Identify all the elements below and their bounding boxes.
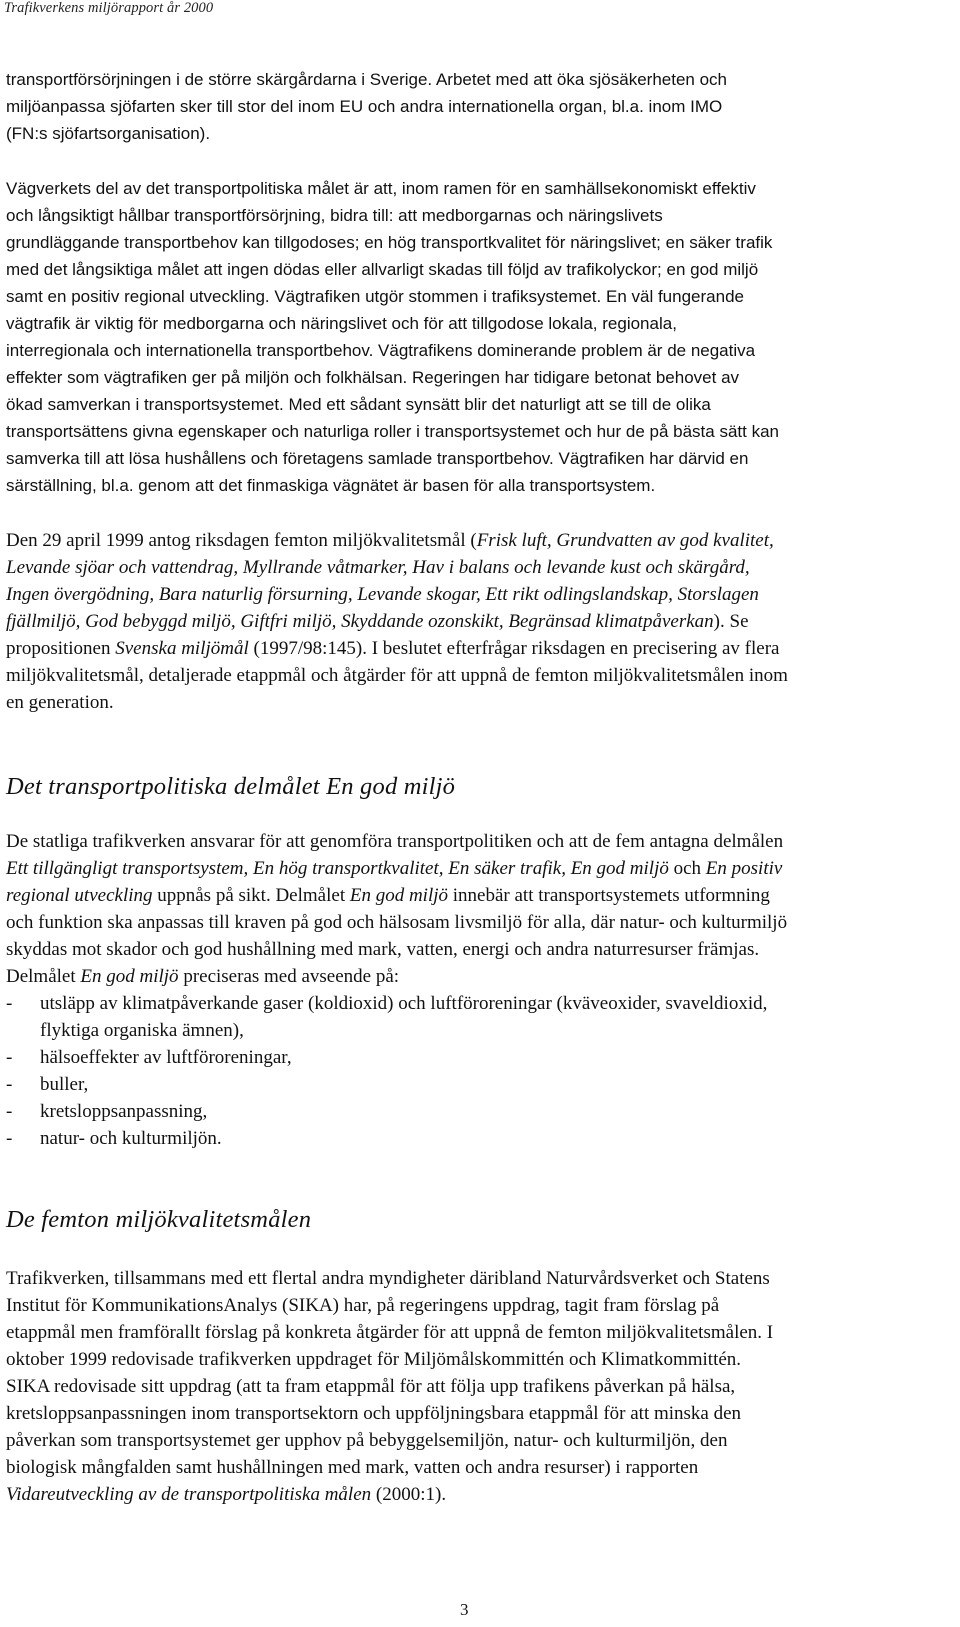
- text-line: Delmålet En god miljö preciseras med avseende på:: [6, 966, 400, 987]
- list-item: - hälsoeffekter av luftföroreningar,: [6, 1047, 292, 1068]
- text-line: oktober 1999 redovisade trafikverken uppdraget för Miljömålskommittén och Klimatkommittén.: [6, 1349, 742, 1370]
- paragraph-trafikverken: [6, 1265, 946, 1508]
- text-line: Den 29 april 1999 antog riksdagen femton miljökvalitetsmål (Frisk luft, Grundvatten av god kvalitet,: [6, 530, 774, 551]
- text-line: De statliga trafikverken ansvarar för att genomföra transportpolitiken och att de fem antagna delmålen: [6, 831, 784, 852]
- text-line: Institut för KommunikationsAnalys (SIKA) har, på regeringens uppdrag, tagit fram förslag på: [6, 1295, 720, 1316]
- section-heading: Det transportpolitiska delmålet En god miljö: [6, 773, 456, 800]
- list-item: - kretsloppsanpassning,: [6, 1101, 208, 1122]
- text-line: Levande sjöar och vattendrag, Myllrande våtmarker, Hav i balans och levande kust och skärgård,: [6, 557, 750, 578]
- text-line: påverkan som transportsystemet ger upphov på bebyggelsemiljön, natur- och kulturmiljön, den: [6, 1430, 728, 1451]
- text-line: etappmål men framförallt förslag på konkreta åtgärder för att uppnå de femton miljökvalitetsmålen. I: [6, 1322, 774, 1343]
- text-line: transportförsörjningen i de större skärgårdarna i Sverige. Arbetet med att öka sjösäkerheten och: [6, 70, 727, 89]
- text-line: och långsiktigt hållbar transportförsörjning, bidra till: att medborgarnas och näringslivets: [6, 206, 663, 225]
- text-line: en generation.: [6, 692, 114, 713]
- text-line: regional utveckling uppnås på sikt. Delmålet En god miljö innebär att transportsystemets utformning: [6, 885, 770, 906]
- list-item: - buller,: [6, 1074, 89, 1095]
- text-line: kretsloppsanpassningen inom transportsektorn och uppföljningsbara etappmål för att minska den: [6, 1403, 742, 1424]
- list-item: - natur- och kulturmiljön.: [6, 1128, 222, 1149]
- text-line: fjällmiljö, God bebyggd miljö, Giftfri miljö, Skyddande ozonskikt, Begränsad klimatpåverkan). Se: [6, 611, 749, 632]
- text-line: och funktion ska anpassas till kraven på god och hälsosam livsmiljö för alla, där natur- och kulturmiljö: [6, 912, 788, 933]
- text-line: Vägverkets del av det transportpolitiska målet är att, inom ramen för en samhällsekonomiskt effektiv: [6, 179, 756, 198]
- text-line: särställning, bl.a. genom att det finmaskiga vägnätet är basen för alla transportsystem.: [6, 476, 656, 495]
- text-line: miljöanpassa sjöfarten sker till stor del inom EU och andra internationella organ, bl.a. inom IMO: [6, 97, 723, 116]
- text-line: interregionala och internationella transportbehov. Vägtrafikens dominerande problem är de negativa: [6, 341, 756, 360]
- text-line: Ett tillgängligt transportsystem, En hög transportkvalitet, En säker trafik, En god miljö och En positiv: [6, 858, 783, 879]
- text-line: biologisk mångfalden samt hushållningen med mark, vatten och andra resurser) i rapporten: [6, 1457, 699, 1478]
- text-line: vägtrafik är viktig för medborgarna och näringslivet och för att tillgodose lokala, regionala,: [6, 314, 677, 333]
- text-line: effekter som vägtrafiken ger på miljön och folkhälsan. Regeringen har tidigare betonat behovet av: [6, 368, 740, 387]
- text-line: skyddas mot skador och god hushållning med mark, vatten, energi och andra naturresurser främjas.: [6, 939, 760, 960]
- section-heading: De femton miljökvalitetsmålen: [6, 1206, 312, 1233]
- paragraph-miljokvalitetsmal: [6, 527, 946, 716]
- list-item: - utsläpp av klimatpåverkande gaser (koldioxid) och luftföroreningar (kväveoxider, svaveldioxid, flyktiga organiska ämnen),: [6, 993, 768, 1041]
- text-line: SIKA redovisade sitt uppdrag (att ta fram etappmål för att följa upp trafikens påverkan på hälsa,: [6, 1376, 736, 1397]
- paragraph-delmal: [6, 828, 946, 990]
- text-line: Trafikverken, tillsammans med ett flertal andra myndigheter däribland Naturvårdsverket och Statens: [6, 1268, 770, 1289]
- text-line: miljökvalitetsmål, detaljerade etappmål och åtgärder för att uppnå de femton miljökvalitetsmålen inom: [6, 665, 788, 686]
- text-line: samverka till att lösa hushållens och företagens samlade transportbehov. Vägtrafiken har därvid en: [6, 449, 749, 468]
- text-line: ökad samverkan i transportsystemet. Med ett sådant synsätt blir det naturligt att se till de olika: [6, 395, 711, 414]
- text-line: (FN:s sjöfartsorganisation).: [6, 124, 211, 143]
- text-line: samt en positiv regional utveckling. Vägtrafiken utgör stommen i trafiksystemet. En väl fungerande: [6, 287, 744, 306]
- bullet-list: [6, 990, 946, 1152]
- text-line: Vidareutveckling av de transportpolitiska målen (2000:1).: [6, 1484, 447, 1505]
- text-line: grundläggande transportbehov kan tillgodoses; en hög transportkvalitet för näringslivet; en säker trafik: [6, 233, 773, 252]
- text-line: med det långsiktiga målet att ingen dödas eller allvarligt skadas till följd av trafikolyckor; en god miljö: [6, 260, 759, 279]
- paragraph-sjofart: [6, 66, 946, 147]
- text-line: Ingen övergödning, Bara naturlig försurning, Levande skogar, Ett rikt odlingslandskap, Storslagen: [6, 584, 759, 605]
- text-line: propositionen Svenska miljömål (1997/98:145). I beslutet efterfrågar riksdagen en precisering av flera: [6, 638, 780, 659]
- text-line: transportsättens givna egenskaper och naturliga roller i transportsystemet och hur de på bästa sätt kan: [6, 422, 779, 441]
- paragraph-vagverket: [6, 175, 946, 499]
- page-number: 3: [460, 1600, 469, 1619]
- running-header: Trafikverkens miljörapport år 2000: [4, 0, 214, 16]
